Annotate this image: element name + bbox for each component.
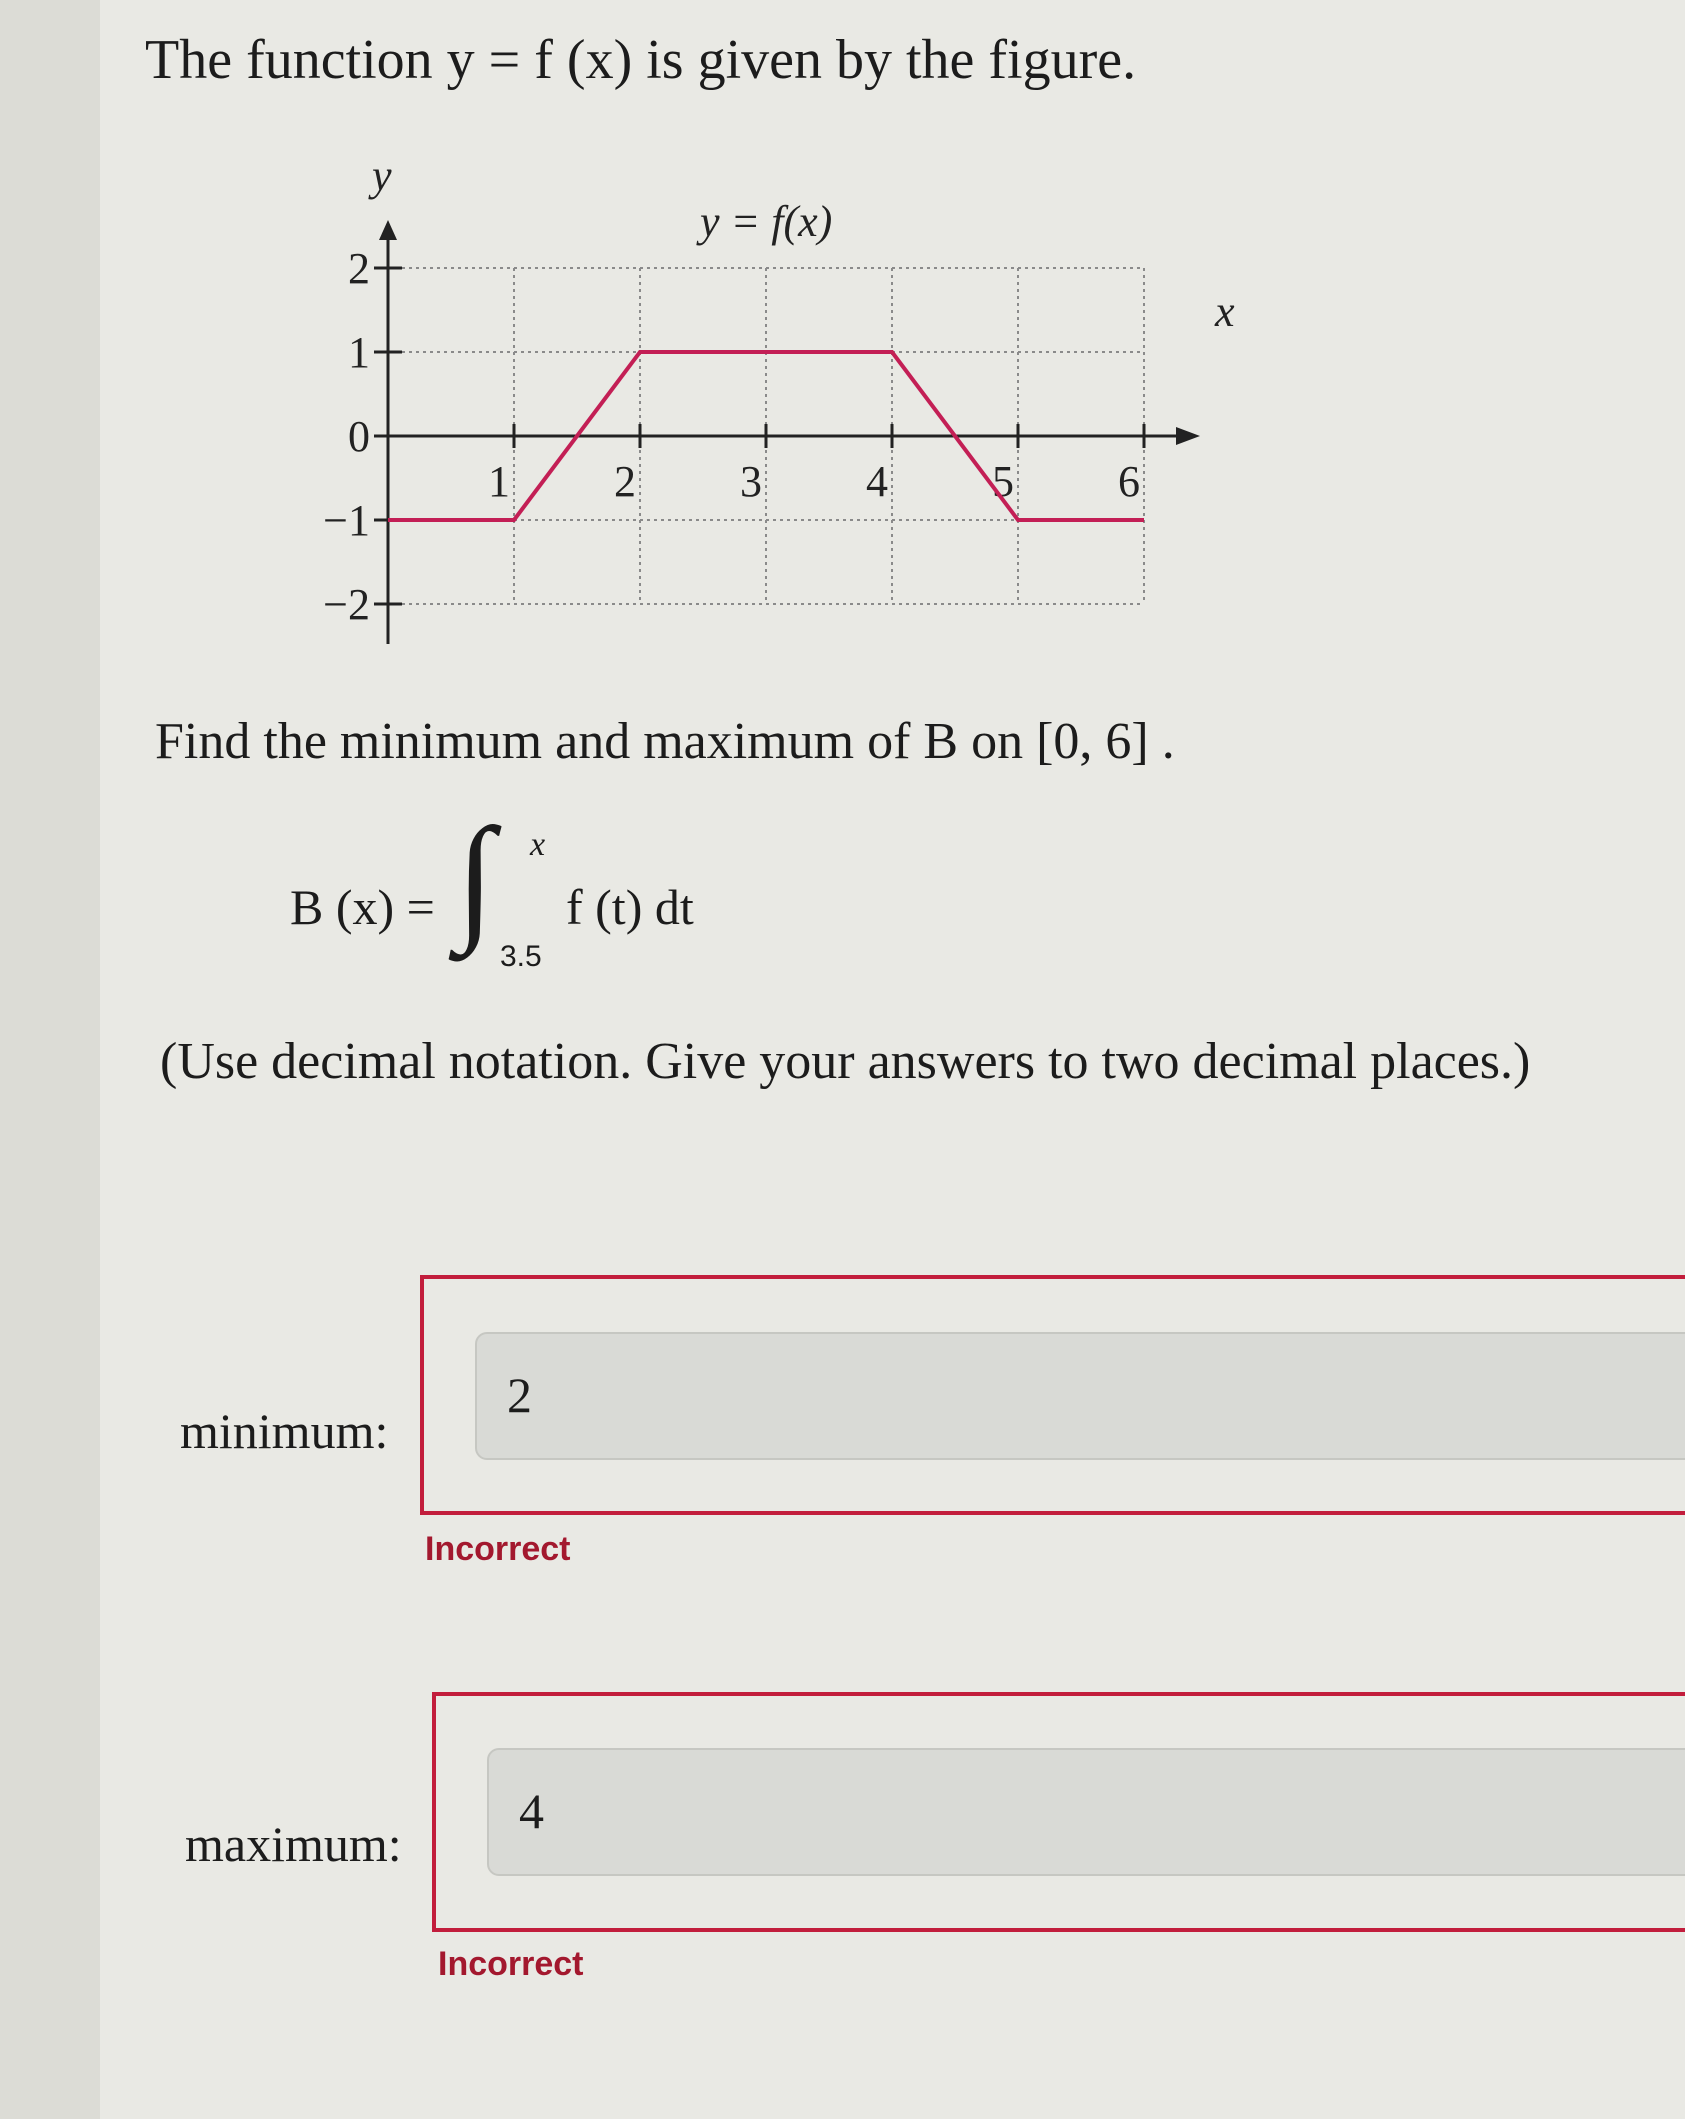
- integrand: f (t) dt: [566, 879, 694, 935]
- x-tick-label: 4: [866, 457, 888, 506]
- problem-intro: The function y = f (x) is given by the figure.: [145, 29, 1137, 91]
- integral-lower-limit: 3.5: [500, 940, 542, 973]
- integral-upper-limit: x: [530, 826, 546, 863]
- y-tick-label: −2: [323, 580, 370, 629]
- x-tick-label: 5: [992, 457, 1014, 506]
- y-tick-label: 2: [348, 244, 370, 293]
- minimum-input[interactable]: 2: [475, 1332, 1685, 1460]
- y-tick-label: 0: [348, 412, 370, 461]
- minimum-label: minimum:: [180, 1403, 389, 1459]
- function-graph: [280, 150, 1260, 670]
- y-tick-label: −1: [323, 496, 370, 545]
- y-axis-label: y: [372, 151, 392, 200]
- curve-label: y = f(x): [700, 197, 833, 246]
- minimum-feedback: Incorrect: [425, 1530, 571, 1568]
- instruction-text: (Use decimal notation. Give your answers to two decimal places.): [160, 1033, 1531, 1090]
- integral-sign: ∫: [456, 800, 495, 955]
- x-axis-label: x: [1215, 287, 1235, 336]
- x-tick-label: 1: [488, 457, 510, 506]
- maximum-label: maximum:: [185, 1816, 402, 1872]
- y-tick-label: 1: [348, 328, 370, 377]
- formula-lhs: B (x) =: [290, 879, 435, 935]
- x-tick-label: 6: [1118, 457, 1140, 506]
- y-axis-arrow: [379, 220, 397, 240]
- x-tick-label: 2: [614, 457, 636, 506]
- x-tick-label: 3: [740, 457, 762, 506]
- x-axis-arrow: [1176, 427, 1200, 445]
- question-text: Find the minimum and maximum of B on [0, 6] .: [155, 713, 1175, 770]
- maximum-input[interactable]: 4: [487, 1748, 1685, 1876]
- maximum-feedback: Incorrect: [438, 1945, 584, 1983]
